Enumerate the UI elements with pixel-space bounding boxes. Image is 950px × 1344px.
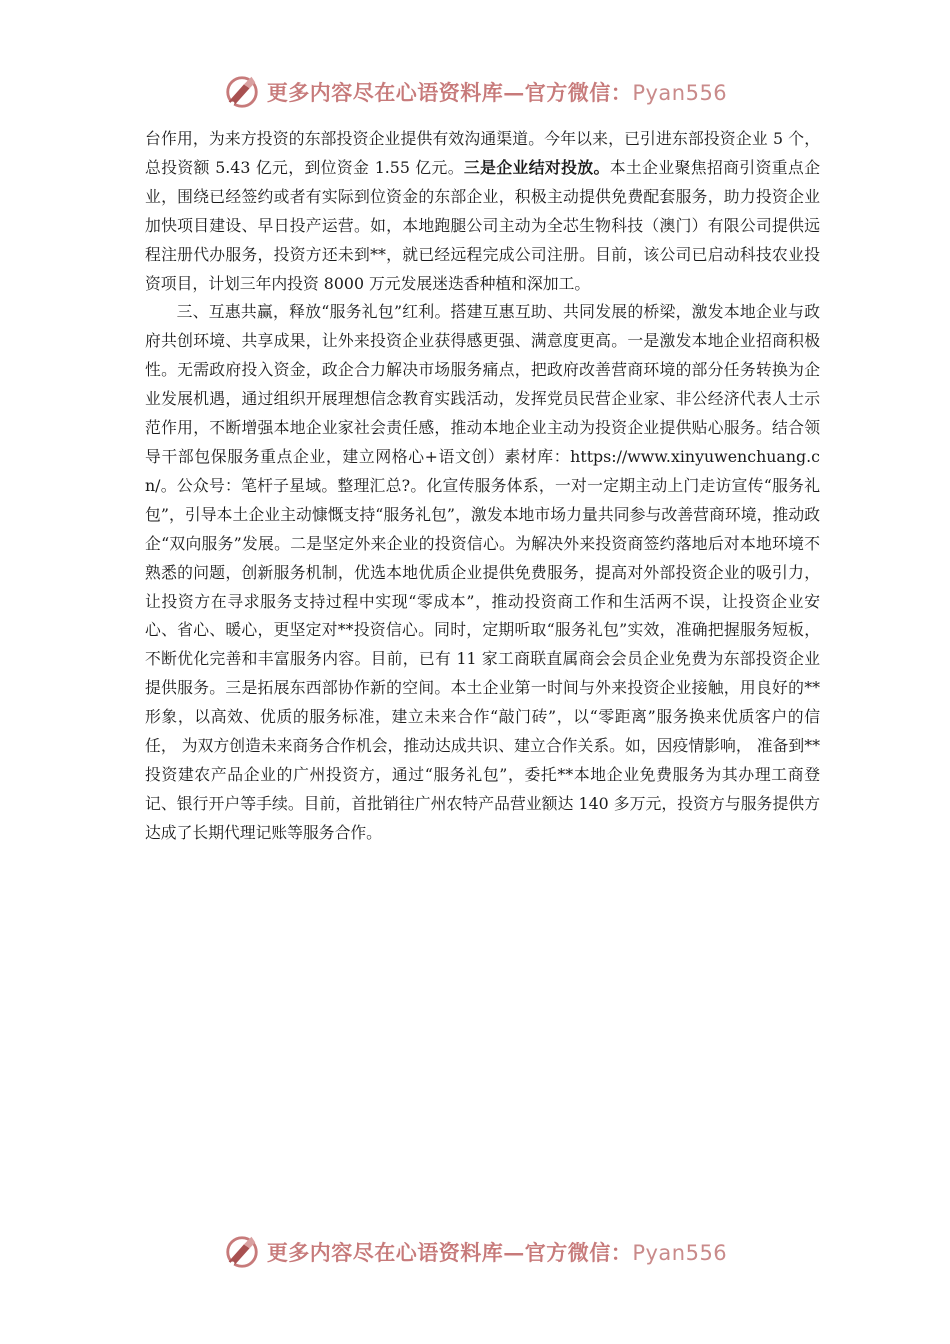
header-banner bbox=[0, 70, 950, 114]
header-banner-text: 更多内容尽在心语资料库—官方微信：Pyan556 bbox=[266, 80, 728, 105]
header-wechat-handle: Pyan556 bbox=[632, 81, 728, 105]
document-body bbox=[145, 125, 820, 848]
pen-nib-logo-icon bbox=[223, 1233, 261, 1271]
paragraph-1: 台作用，为来方投资的东部投资企业提供有效沟通渠道。今年以来，已引进东部投资企业 5 个，总投资额 5.43 亿元，到位资金 1.55 亿元。三是企业结对投放。本土企业聚焦招商引资重点企业，围绕已经签约或者有实际到位资金的东部企业，积极主动提供免费配套服务，助力投资企业加快项目建设、早日投产运营。如，本地跑腿公司主动为全芯生物科技（澳门）有限公司提供远程注册代办服务，投资方还未到**，就已经远程完成公司注册。目前，该公司已启动科技农业投资项目，计划三年内投资 8000 万元发展迷迭香种植和深加工。 bbox=[145, 129, 820, 293]
bold-heading-three: 三是企业结对投放。 bbox=[463, 157, 610, 177]
footer-banner bbox=[0, 1230, 950, 1274]
paragraph-2: 三、互惠共赢，释放“服务礼包”红利。搭建互惠互助、共同发展的桥梁，激发本地企业与政府共创环境、共享成果，让外来投资企业获得感更强、满意度更高。一是激发本地企业招商积极性。无需政府投入资金，政企合力解决市场服务痛点，把政府改善营商环境的部分任务转换为企业发展机遇，通过组织开展理想信念教育实践活动，发挥党员民营企业家、非公经济代表人士示范作用，不断增强本地企业家社会责任感，推动本地企业主动为投资企业提供贴心服务。结合领导干部包保服务重点企业，建立网格心+语文创）素材库：https://www.xinyuwenchuang.cn/。公众号：笔杆子星域。整理汇总?。化宣传服务体系，一对一定期主动上门走访宣传“服务礼包”，引导本土企业主动慷慨支持“服务礼包”，激发本地市场力量共同参与改善营商环境，推动政企“双向服务”发展。二是坚定外来企业的投资信心。为解决外来投资商签约落地后对本地环境不熟悉的问题，创新服务机制，优选本地优质企业提供免费服务，提高对外部投资企业的吸引力，让投资方在寻求服务支持过程中实现“零成本”，推动投资商工作和生活两不误，让投资企业安心、省心、暖心，更坚定对**投资信心。同时，定期听取“服务礼包”实效，准确把握服务短板，不断优化完善和丰富服务内容。目前，已有 11 家工商联直属商会会员企业免费为东部投资企业提供服务。三是拓展东西部协作新的空间。本土企业第一时间与外来投资企业接触，用良好的**形象，以高效、优质的服务标准，建立未来合作“敲门砖”，以“零距离”服务换来优质客户的信任， 为双方创造未来商务合作机会，推动达成共识、建立合作关系。如，因疫情影响， 准备到**投资建农产品企业的广州投资方，通过“服务礼包”，委托**本地企业免费服务为其办理工商登记、银行开户等手续。目前，首批销往广州农特产品营业额达 140 多万元，投资方与服务提供方达成了长期代理记账等服务合作。 bbox=[145, 302, 820, 842]
footer-wechat-handle: Pyan556 bbox=[632, 1241, 728, 1265]
footer-banner-text: 更多内容尽在心语资料库—官方微信：Pyan556 bbox=[266, 1240, 728, 1265]
pen-nib-logo-icon bbox=[223, 73, 261, 111]
